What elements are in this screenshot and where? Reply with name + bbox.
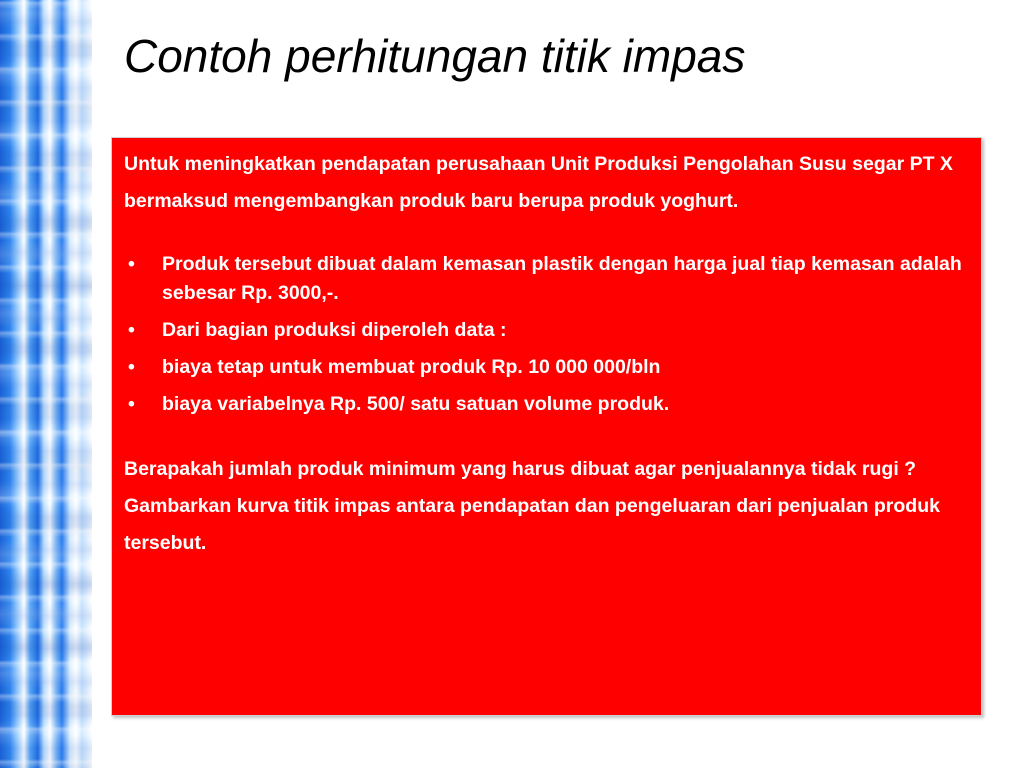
content-box [111, 137, 982, 716]
bullet-item [124, 316, 969, 345]
question-paragraph: Berapakah jumlah produk minimum yang harus dibuat agar penjualannya tidak rugi ? Gambarkan kurva titik impas antara pendapatan dan pengeluaran dari penjualan produk tersebut. [124, 458, 940, 554]
slide-title: Contoh perhitungan titik impas [124, 30, 746, 82]
bullet-icon: • [128, 253, 135, 275]
bullet-icon: • [128, 393, 135, 415]
decorative-side-stripes [0, 0, 92, 768]
bullet-item [124, 250, 969, 308]
bullet-list [124, 250, 969, 419]
bullet-icon: • [128, 356, 135, 378]
bullet-item [124, 390, 969, 419]
bullet-text: Dari bagian produksi diperoleh data : [162, 319, 507, 341]
bullet-text: biaya variabelnya Rp. 500/ satu satuan volume produk. [162, 393, 670, 415]
content-text [124, 146, 969, 562]
bullet-item [124, 353, 969, 382]
bullet-icon: • [128, 319, 135, 341]
bullet-text: Produk tersebut dibuat dalam kemasan plastik dengan harga jual tiap kemasan adalah sebesar Rp. 3000,-. [162, 253, 962, 304]
intro-paragraph: Untuk meningkatkan pendapatan perusahaan Unit Produksi Pengolahan Susu segar PT X bermaksud mengembangkan produk baru berupa produk yoghurt. [124, 153, 953, 212]
bullet-text: biaya tetap untuk membuat produk Rp. 10 000 000/bln [162, 356, 661, 378]
